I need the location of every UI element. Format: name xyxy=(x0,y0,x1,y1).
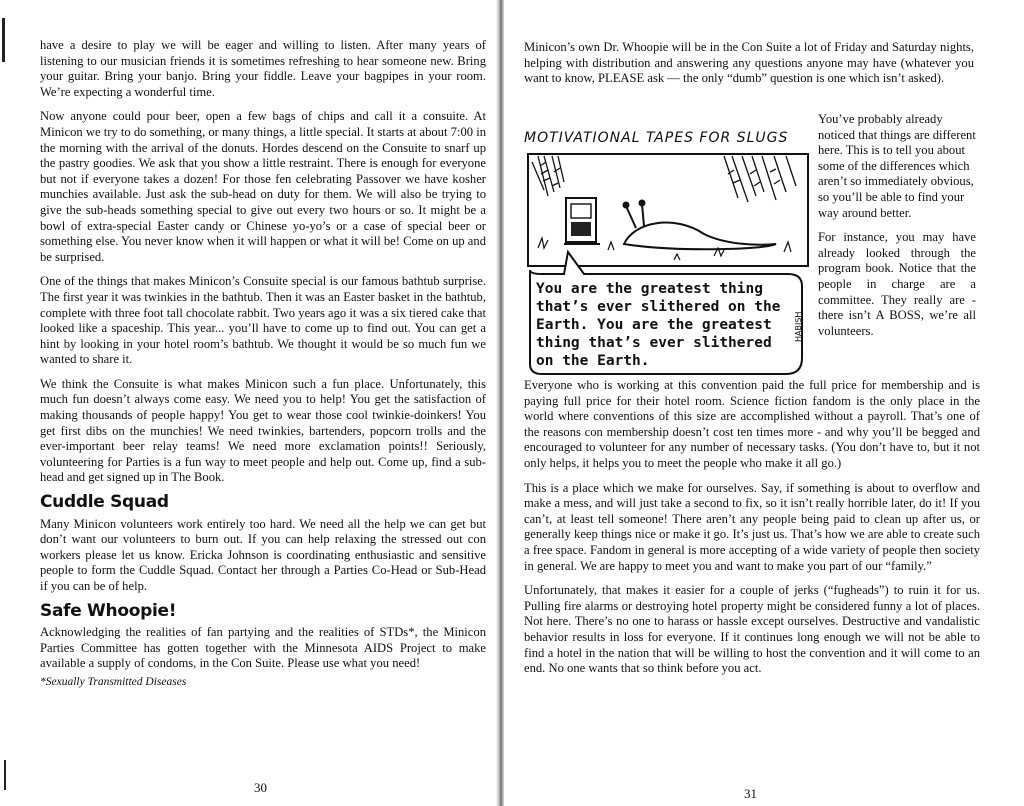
side-column xyxy=(818,112,976,348)
left-page xyxy=(0,0,498,806)
paragraph: Now anyone could pour beer, open a few bags of chips and call it a consuite. At Minicon we try to do something, or many things, a little special. It starts at about 7:00 in the morning with the arrival of the donuts. Hordes descend on the Consuite to snarf up the pastry goodies. We ask that you show a little restraint. There is enough for everyone but not if everyone takes a dozen! For those fen celebrating Passover we have kosher munchies available. Just ask the sub-head on duty for them. We will also be trying to give the sub-heads something special to give out every two hours or so. It might be a bowl of extra-special Easter candy or Chinese yo-yo’s or a case of special beer or something else. You never know when it will happen or what it will be! Come on up and be surprised. xyxy=(40,109,486,264)
speech-line: on the Earth. xyxy=(536,353,650,369)
speech-line: You are the greatest thing xyxy=(536,281,763,297)
paragraph: This is a place which we make for ourselves. Say, if something is about to overflow and make a mess, and will just take a second to fix, so it isn’t really horrible later, do it! If you can’t, at least tell someone! There aren’t any people being paid to clean up after us, or generally keep things nice or make it go. It’s just us. That’s how we are able to create such a free space. Fandom in general is more accepting of a wide variety of people then society in general. We are happy to meet you and want to make you part of our “family.” xyxy=(524,480,980,573)
cartoon-title: MOTIVATIONAL TAPES FOR SLUGS xyxy=(524,130,789,146)
paragraph: One of the things that makes Minicon’s Consuite special is our famous bathtub surprise. The first year it was twinkies in the bathtub. Then it was an Easter basket in the bathtub, complete with three foot tall chocolate rabbit. Two years ago it was a six tiered cake that looked like a spaceship. This year... you’ll have to come up to find out. You can get a hint by looking in your hotel room’s bathtub. We thought it would be so much fun we wanted to share it. xyxy=(40,274,486,367)
cuddle-squad-text: Many Minicon volunteers work entirely too hard. We need all the help we can get but don’t want our volunteers to burn out. If you can help relaxing the stressed out con workers please let us know. Ericka Johnson is coordinating enthusiastic and sensitive people to form the Cuddle Squad. Contact her through a Parties Co-Head or Sub-Head if you can be of help. xyxy=(40,516,486,593)
footnote: *Sexually Transmitted Diseases xyxy=(40,675,187,688)
right-page xyxy=(504,0,1024,806)
paragraph: Unfortunately, that makes it easier for a couple of jerks (“fugheads”) to ruin it for us. Pulling fire alarms or destroying hotel property might be considered funny a lot of places. Not here. There’s no one to harass or hassle except ourselves. Destructive and vandalistic behavior results in loss for everyone. If it continues long enough we will not be able to find a hotel in the nation that will be willing to host the convention and it will come to an end. No one wants that so think before you act. xyxy=(524,583,980,676)
right-intro xyxy=(524,40,974,96)
tape-recorder-icon xyxy=(564,198,600,244)
left-text-column xyxy=(40,38,486,691)
speech-text xyxy=(536,280,806,370)
scan-edge-mark xyxy=(2,18,5,62)
side-paragraph: For instance, you may have already looked through the program book. Notice that the people in charge are a committee. They really are - there isn’t A BOSS, we’re all volunteers. xyxy=(818,230,976,338)
safe-whoopie-heading: Safe Whoopie! xyxy=(40,600,177,621)
scan-edge-mark xyxy=(4,760,6,790)
paragraph: Minicon’s own Dr. Whoopie will be in the Con Suite a lot of Friday and Saturday nights, helping with distribution and answering any questions anyone may have (whatever you want to know, PLEASE ask — the only “dumb” question is one which isn’t asked). xyxy=(524,40,974,86)
slug-cartoon xyxy=(524,130,814,378)
paragraph: Everyone who is working at this convention paid the full price for membership and is paying full price for their hotel room. Science fiction fandom is the only place in the world where conventions of this size are accomplished without a payroll. That’s one of the reasons con membership doesn’t cost ten times more - and why you’ll be begged and encouraged to volunteer for any number of necessary tasks. (You don’t have to, but it not only helps, it helps you to meet the people who make it all go.) xyxy=(524,378,980,470)
speech-line: that’s ever slithered on the xyxy=(536,299,781,315)
page-number: 31 xyxy=(744,786,757,801)
artist-signature: HABISH xyxy=(794,311,803,342)
paragraph: We think the Consuite is what makes Minicon such a fun place. Unfortunately, this much fun doesn’t always come easy. We need you to help! You get the satisfaction of making thousands of people happy! You get to wear those cool twinkie-doinkers! You get first dibs on the munchies! We need twinkies, bartenders, popcorn trolls and the ever-important beer relay teams! We need more exclamation points!! Seriously, volunteering for Parties is a fun way to meet people and help out. Come up, find a sub-head and get signed up in The Book. xyxy=(40,376,486,485)
page-number: 30 xyxy=(254,780,267,795)
speech-line: Earth. You are the greatest xyxy=(536,317,772,333)
speech-line: thing that’s ever slithered xyxy=(536,335,772,351)
safe-whoopie-text: Acknowledging the realities of fan partying and the realities of STDs*, the Minicon Parties Committee has gotten together with the Minnesota AIDS Project to make available a supply of condoms, in the Con Suite. Please use what you need! xyxy=(40,625,486,671)
right-text-column xyxy=(524,378,980,686)
side-paragraph: You’ve probably already noticed that things are different here. This is to tell you about some of the differences which aren’t so immediately obvious, so you’ll be able to find your way around better. xyxy=(818,112,976,220)
paragraph: have a desire to play we will be eager and willing to listen. After many years of listening to our musician friends it is sometimes refreshing to hear someone new. Bring your guitar. Bring your banjo. Bring your fiddle. Leave your bagpipes in your room. We’re expecting a wonderful time. xyxy=(40,38,486,99)
cuddle-squad-heading: Cuddle Squad xyxy=(40,492,169,513)
